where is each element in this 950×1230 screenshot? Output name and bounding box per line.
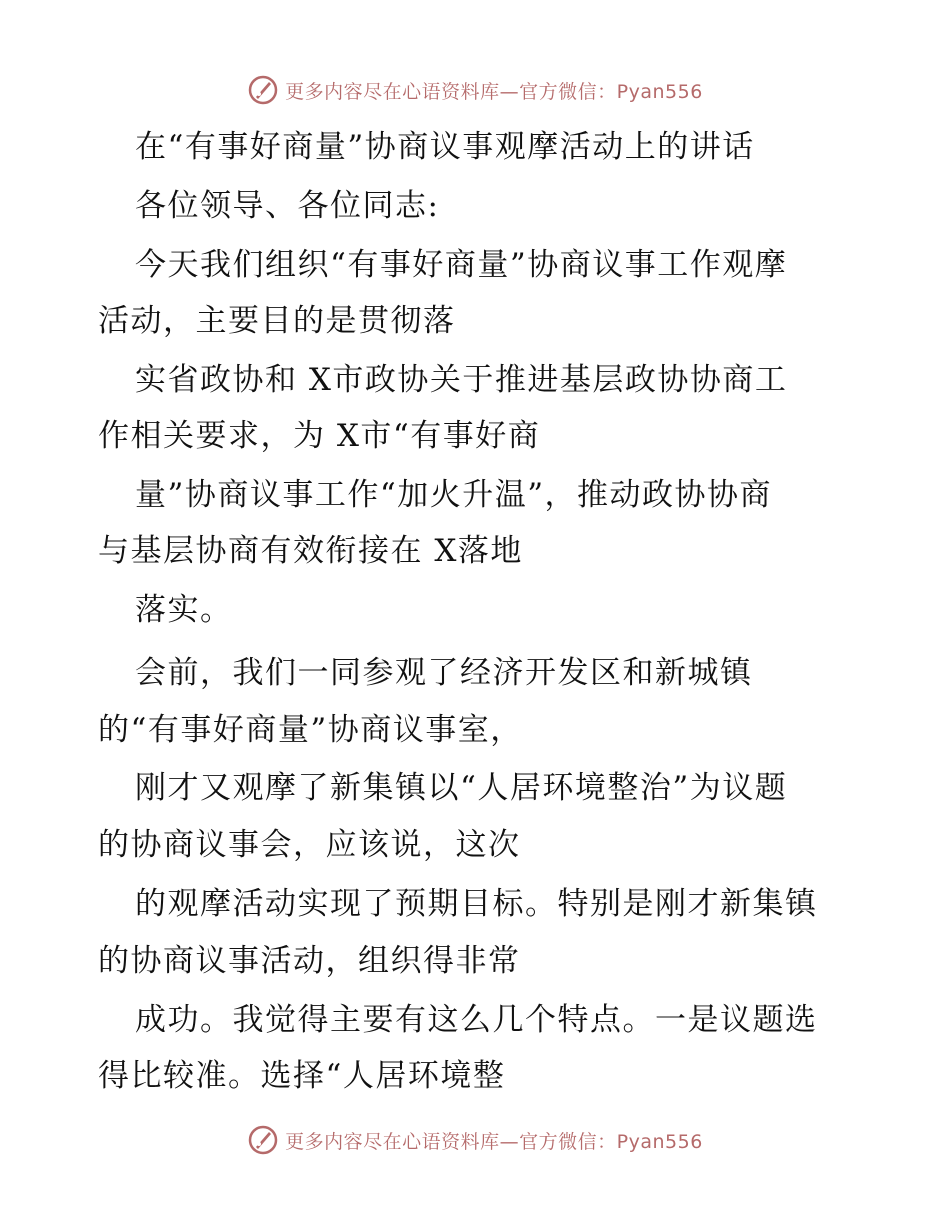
paragraph-line: 活动，主要目的是贯彻落 xyxy=(98,303,456,339)
paragraph-line: 成功。我觉得主要有这么几个特点。一是议题选 xyxy=(135,1002,818,1038)
paragraph-line: 的观摩活动实现了预期目标。特别是刚才新集镇 xyxy=(135,886,818,922)
paragraph-line: 的“有事好商量”协商议事室， xyxy=(98,712,523,748)
header-watermark xyxy=(0,70,950,110)
quill-circle-icon xyxy=(247,1124,279,1156)
salutation: 各位领导、各位同志: xyxy=(135,188,440,224)
paragraph-line: 的协商议事活动，组织得非常 xyxy=(98,943,521,979)
paragraph-line: 量”协商议事工作“加火升温”，推动政协协商 xyxy=(135,477,773,513)
paragraph-line: 今天我们组织“有事好商量”协商议事工作观摩 xyxy=(135,247,788,283)
watermark-text: 更多内容尽在心语资料库—官方微信：Pyan556 xyxy=(285,1130,703,1153)
paragraph-line: 的协商议事会，应该说，这次 xyxy=(98,827,521,863)
paragraph-line: 与基层协商有效衔接在 X落地 xyxy=(98,533,523,569)
watermark-text: 更多内容尽在心语资料库—官方微信：Pyan556 xyxy=(285,80,703,103)
paragraph-line: 实省政协和 X市政协关于推进基层政协协商工 xyxy=(135,362,788,398)
footer-watermark xyxy=(0,1120,950,1160)
paragraph-line: 会前，我们一同参观了经济开发区和新城镇 xyxy=(135,655,753,691)
paragraph-line: 作相关要求，为 X市“有事好商 xyxy=(98,418,541,454)
document-title: 在“有事好商量”协商议事观摩活动上的讲话 xyxy=(135,129,755,165)
paragraph-line: 落实。 xyxy=(135,592,233,628)
paragraph-line: 刚才又观摩了新集镇以“人居环境整治”为议题 xyxy=(135,770,788,806)
paragraph-line: 得比较准。选择“人居环境整 xyxy=(98,1058,506,1094)
quill-circle-icon xyxy=(247,74,279,106)
